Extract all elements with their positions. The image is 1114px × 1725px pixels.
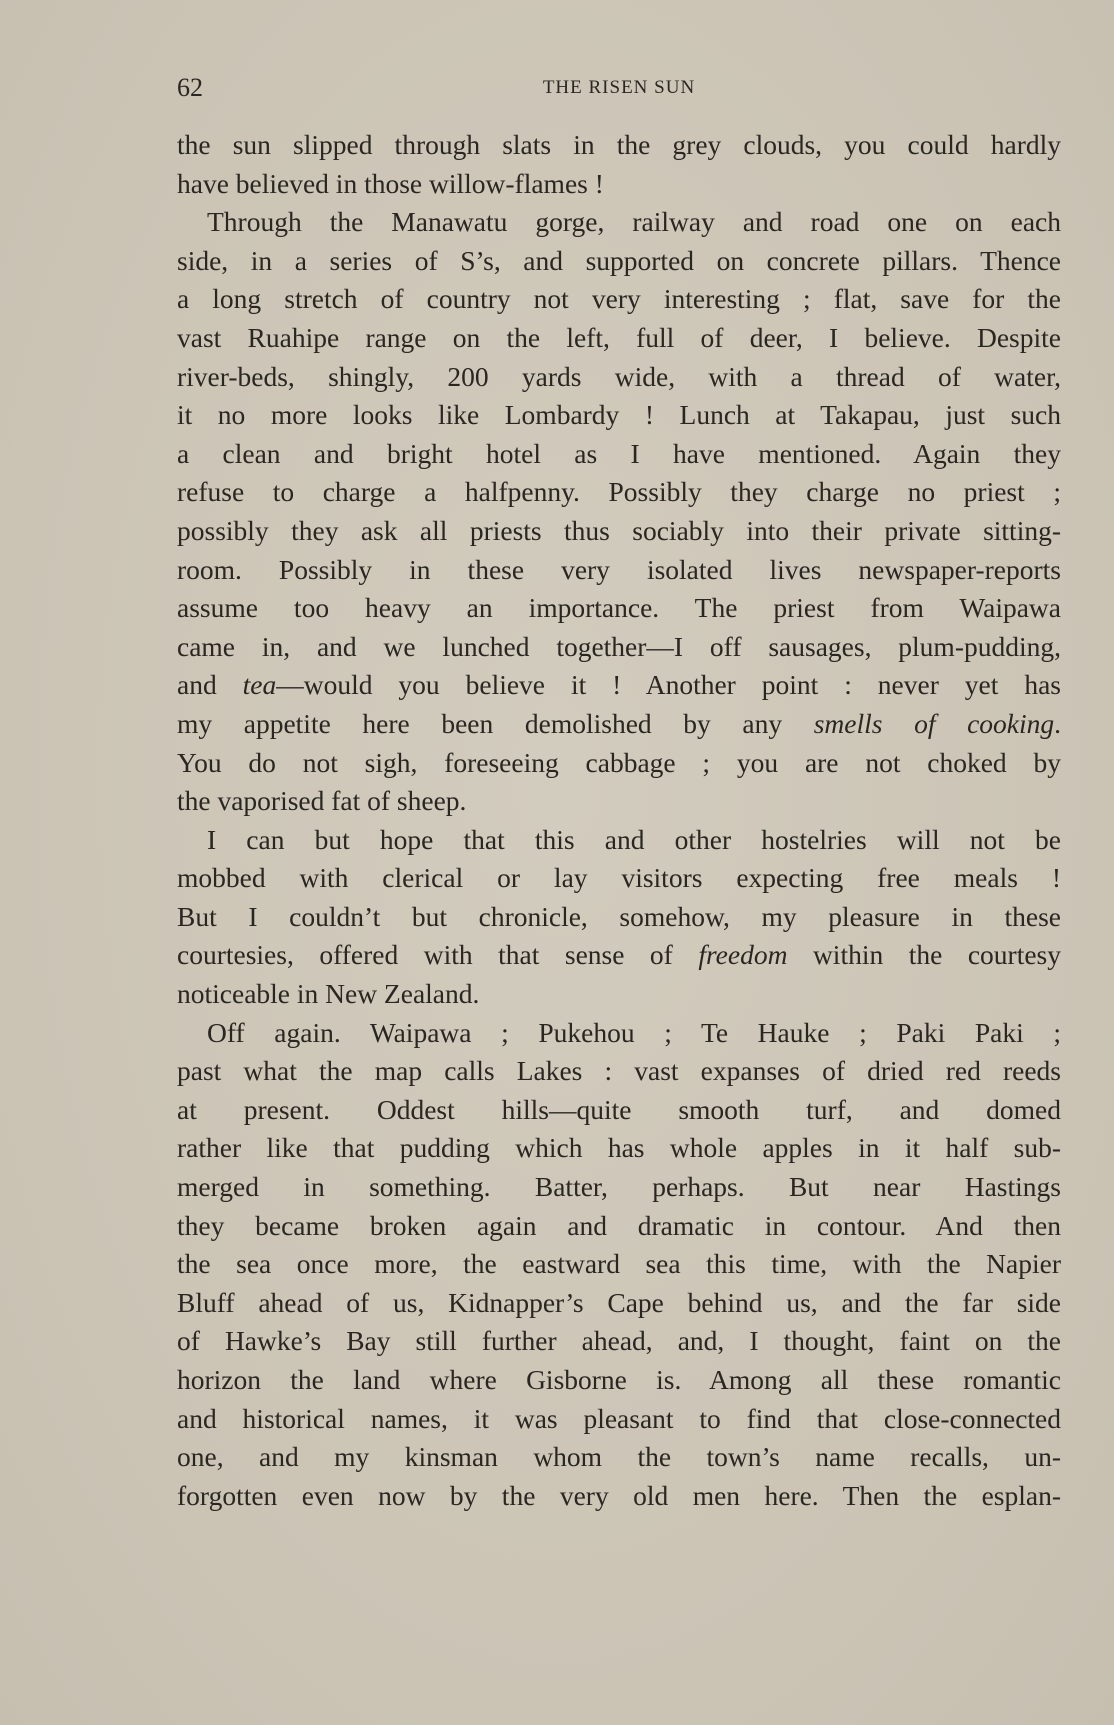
text-line: horizon the land where Gisborne is. Among all these romantic [177, 1364, 1061, 1395]
text-line [177, 705, 1061, 744]
text-line: river-beds, shingly, 200 yards wide, with a thread of water, [177, 360, 1061, 392]
text-line: Bluff ahead of us, Kidnapper’s Cape behind us, and the far side [177, 1286, 1061, 1318]
page-number: 62 [177, 73, 203, 102]
body-text [177, 126, 1061, 1515]
text-line: came in, and we lunched together—I off sausages, plum-pudding, [177, 630, 1061, 662]
text-line: forgotten even now by the very old men here. Then the esplan- [177, 1479, 1061, 1511]
text-line: the sun slipped through slats in the grey clouds, you could hardly [177, 129, 1061, 160]
text-segment: within the courtesy [787, 939, 1061, 971]
text-line: Off again. Waipawa ; Pukehou ; Te Hauke ; Paki Paki ; [207, 1016, 1061, 1048]
text-line: But I couldn’t but chronicle, somehow, my pleasure in these [177, 900, 1061, 932]
text-line: assume too heavy an importance. The priest from Waipawa [177, 592, 1061, 624]
text-line: I can but hope that this and other hostelries will not be [207, 823, 1061, 855]
text-line: merged in something. Batter, perhaps. But near Hastings [177, 1171, 1061, 1203]
text-line: have believed in those willow-flames ! [177, 167, 604, 199]
text-segment: courtesies, offered with that sense of [177, 939, 699, 971]
text-segment: my appetite here been demolished by any [177, 707, 814, 739]
text-line: noticeable in New Zealand. [177, 978, 480, 1010]
text-line: it no more looks like Lombardy ! Lunch at Takapau, just such [177, 399, 1061, 431]
text-line [177, 666, 1061, 705]
text-line: side, in a series of S’s, and supported on concrete pillars. Thence [177, 244, 1061, 276]
text-segment: —would you believe it ! Another point : never yet has [276, 669, 1061, 701]
text-line: Through the Manawatu gorge, railway and road one on each [207, 206, 1061, 238]
italic-word: tea [242, 669, 277, 701]
text-line: a long stretch of country not very interesting ; flat, save for the [177, 283, 1061, 315]
text-line: refuse to charge a halfpenny. Possibly they charge no priest ; [177, 476, 1061, 508]
text-line: one, and my kinsman whom the town’s name recalls, un- [177, 1441, 1061, 1473]
text-line: at present. Oddest hills—quite smooth turf, and domed [177, 1093, 1061, 1125]
text-line: and historical names, it was pleasant to find that close-connected [177, 1402, 1061, 1434]
italic-phrase: smells of cooking [813, 707, 1055, 739]
text-line: the sea once more, the eastward sea this time, with the Napier [177, 1248, 1061, 1280]
text-line: possibly they ask all priests thus sociably into their private sitting- [177, 514, 1061, 546]
text-line: a clean and bright hotel as I have mentioned. Again they [177, 437, 1061, 469]
text-line [177, 936, 1061, 975]
text-line: they became broken again and dramatic in contour. And then [177, 1209, 1061, 1241]
running-title: THE RISEN SUN [542, 77, 696, 98]
italic-word: freedom [698, 939, 788, 971]
text-line: the vaporised fat of sheep. [177, 785, 467, 817]
text-segment: and [177, 669, 243, 701]
text-line: mobbed with clerical or lay visitors expecting free meals ! [177, 862, 1061, 894]
text-line: vast Ruahipe range on the left, full of deer, I believe. Despite [177, 321, 1061, 353]
text-line: past what the map calls Lakes : vast expanses of dried red reeds [177, 1055, 1061, 1087]
text-segment: . [1054, 707, 1061, 739]
text-line: room. Possibly in these very isolated lives newspaper-reports [177, 553, 1061, 585]
text-line: of Hawke’s Bay still further ahead, and, I thought, faint on the [177, 1325, 1061, 1357]
text-line: rather like that pudding which has whole apples in it half sub- [177, 1132, 1061, 1164]
text-line: You do not sigh, foreseeing cabbage ; you are not choked by [177, 746, 1061, 778]
running-head [177, 70, 1061, 106]
